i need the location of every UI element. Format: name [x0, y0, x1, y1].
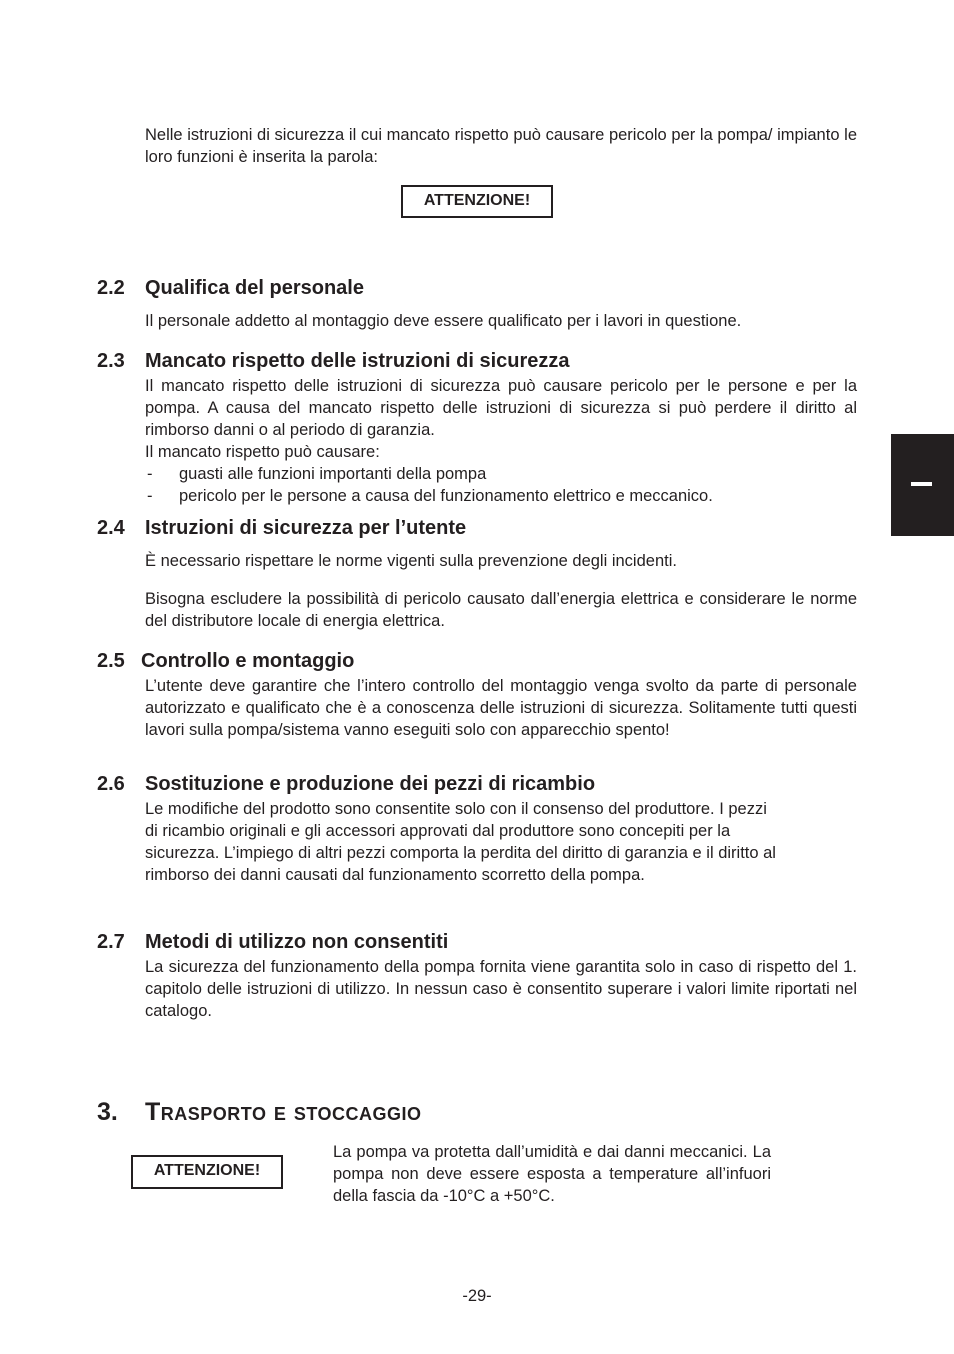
section-body: Bisogna escludere la possibilità di pericolo causato dall’energia elettrica e considerare le norme del distributore locale di energia elettrica.: [145, 590, 857, 630]
section-body: Il personale addetto al montaggio deve essere qualificato per i lavori in questione.: [145, 312, 742, 330]
intro-paragraph: Nelle istruzioni di sicurezza il cui mancato rispetto può causare pericolo per la pompa/ impianto le loro funzioni è inserita la parola:: [145, 126, 857, 166]
language-tab-marker: [911, 482, 932, 486]
list-item: [145, 463, 857, 485]
section-number: 2.2: [97, 277, 125, 299]
section-title: Mancato rispetto delle istruzioni di sicurezza: [145, 350, 570, 372]
section-body: Il mancato rispetto delle istruzioni di sicurezza può causare pericolo per le persone e per la pompa. A causa del mancato rispetto delle istruzioni di sicurezza si può perdere il diritto al rimborso danni o al periodo di garanzia.: [145, 377, 857, 439]
list-item-text: pericolo per le persone a causa del funzionamento elettrico e meccanico.: [179, 487, 713, 505]
section-number: 2.7: [97, 931, 125, 953]
list-bullet: -: [147, 487, 153, 505]
section-title: Qualifica del personale: [145, 277, 364, 299]
chapter-body: La pompa va protetta dall’umidità e dai danni meccanici. La pompa non deve essere esposta a temperature all’infuori della fascia da -10°C a +50°C.: [333, 1143, 771, 1205]
section-body: È necessario rispettare le norme vigenti sulla prevenzione degli incidenti.: [145, 552, 677, 570]
section-title: Istruzioni di sicurezza per l’utente: [145, 517, 467, 539]
section-body: La sicurezza del funzionamento della pompa fornita viene garantita solo in caso di rispetto del 1. capitolo delle istruzioni di utilizzo. In nessun caso è consentito superare i valori limite riportati nel catalogo.: [145, 958, 857, 1020]
section-number: 2.6: [97, 773, 125, 795]
list-intro: Il mancato rispetto può causare:: [145, 443, 380, 461]
page-number: -29-: [462, 1287, 492, 1305]
list-item: [145, 485, 857, 507]
section-title: Sostituzione e produzione dei pezzi di ricambio: [145, 773, 596, 795]
section-number: 2.4: [97, 517, 125, 539]
chapter-number: 3.: [97, 1098, 118, 1126]
list-item-text: guasti alle funzioni importanti della pompa: [179, 465, 487, 483]
section-line: sicurezza. L’impiego di altri pezzi comporta la perdita del diritto di garanzia e il diritto al: [145, 844, 776, 862]
language-tab: [891, 434, 954, 536]
section-body: [145, 798, 857, 886]
section-body: L’utente deve garantire che l’intero controllo del montaggio venga svolto da parte di personale autorizzato e qualificato che è a conoscenza delle istruzioni di sicurezza. Solitamente tutti questi lavori sulla pompa/sistema vanno eseguiti solo con apparecchio spento!: [145, 677, 857, 739]
section-content: [145, 375, 857, 507]
section-line: rimborso dei danni causati dal funzionamento scorretto della pompa.: [145, 866, 645, 884]
section-line: Le modifiche del prodotto sono consentite solo con il consenso del produttore. I pezzi: [145, 800, 767, 818]
section-title: Controllo e montaggio: [141, 650, 355, 672]
attention-box: ATTENZIONE!: [131, 1155, 283, 1189]
attention-box: ATTENZIONE!: [401, 185, 553, 218]
section-title: Metodi di utilizzo non consentiti: [145, 931, 449, 953]
section-line: di ricambio originali e gli accessori approvati dal produttore sono concepiti per la: [145, 822, 731, 840]
section-number: 2.5: [97, 650, 125, 672]
list-bullet: -: [147, 465, 153, 483]
chapter-title: Trasporto e stoccaggio: [145, 1098, 422, 1126]
section-number: 2.3: [97, 350, 125, 372]
